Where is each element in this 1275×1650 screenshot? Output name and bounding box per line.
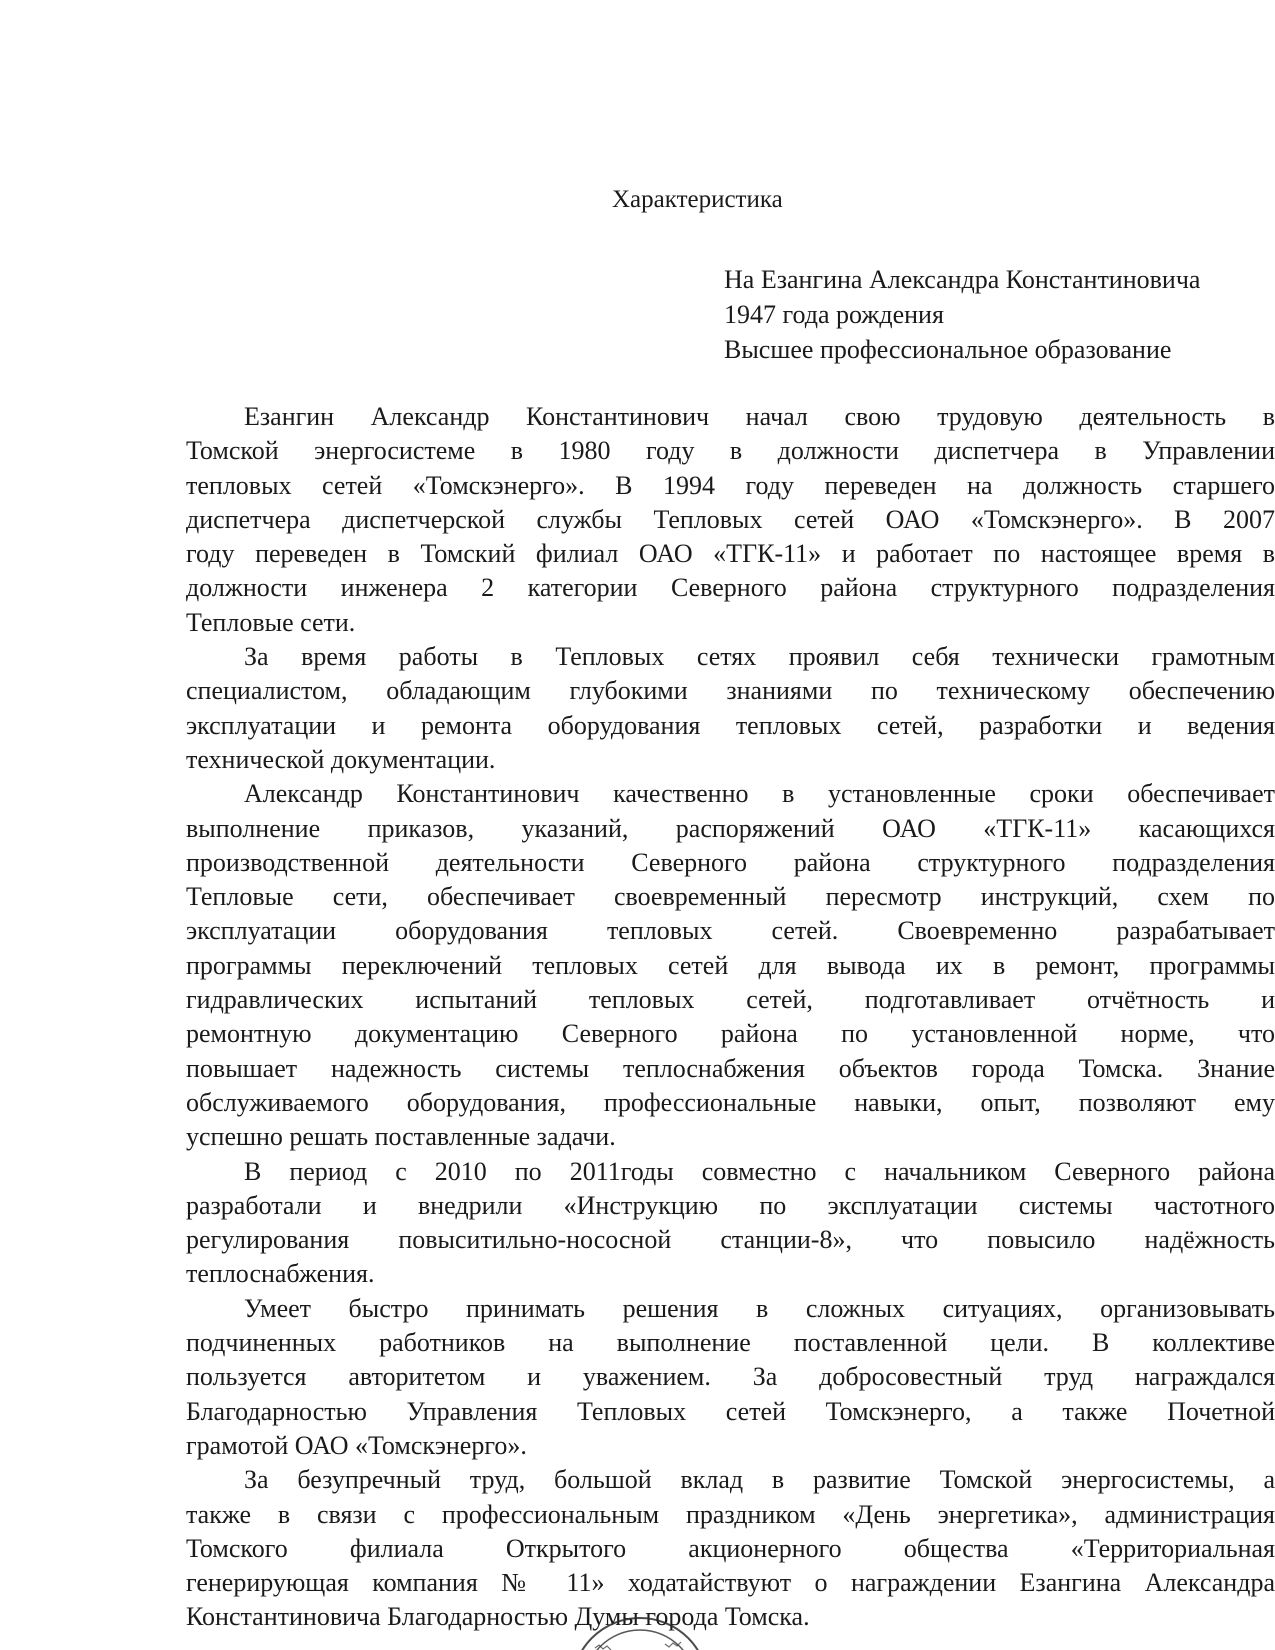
text-line: технической документации. — [186, 744, 496, 774]
text-line: производственной деятельности Северного района структурного подразделения — [186, 847, 1275, 877]
paragraph-instruction — [186, 1155, 1275, 1292]
paragraph-qualities — [186, 1292, 1275, 1463]
text-line: разработали и внедрили «Инструкцию по эксплуатации системы частотного — [186, 1190, 1275, 1220]
text-line: В период с 2010 по 2011годы совместно с начальником Северного района — [244, 1156, 1275, 1186]
text-line: теплоснабжения. — [186, 1259, 375, 1289]
text-line: Тепловые сети. — [186, 607, 356, 637]
text-line: За безупречный труд, большой вклад в развитие Томской энергосистемы, а — [244, 1465, 1275, 1495]
text-line: Благодарностью Управления Тепловых сетей Томскэнерго, а также Почетной — [186, 1396, 1275, 1426]
paragraph-petition — [186, 1463, 1275, 1634]
recipient-name: На Езангина Александра Константиновича — [724, 265, 1201, 294]
text-line: За время работы в Тепловых сетях проявил себя технически грамотным — [244, 642, 1275, 672]
recipient-block — [724, 262, 1200, 367]
text-line: Тепловые сети, обеспечивает своевременный пересмотр инструкций, схем по — [186, 882, 1275, 912]
text-line: должности инженера 2 категории Северного района структурного подразделения — [186, 573, 1275, 603]
document-body — [186, 400, 1275, 1635]
recipient-birth-year: 1947 года рождения — [724, 300, 944, 329]
text-line: гидравлических испытаний тепловых сетей, подготавливает отчётность и — [186, 985, 1275, 1015]
text-line: генерирующая компания № 11» ходатайствуют о награждении Езангина Александра — [186, 1568, 1275, 1598]
text-line: Томской энергосистеме в 1980 году в должности диспетчера в Управлении — [186, 436, 1275, 466]
text-line: году переведен в Томский филиал ОАО «ТГК-11» и работает по настоящее время в — [186, 539, 1275, 569]
text-line: тепловых сетей «Томскэнерго». В 1994 году переведен на должность старшего — [186, 470, 1275, 500]
recipient-education: Высшее профессиональное образование — [724, 335, 1172, 364]
text-line: подчиненных работников на выполнение поставленной цели. В коллективе — [186, 1328, 1275, 1358]
text-line: эксплуатации оборудования тепловых сетей. Своевременно разрабатывает — [186, 916, 1275, 946]
text-line: Александр Константинович качественно в установленные сроки обеспечивает — [244, 779, 1275, 809]
paragraph-expertise — [186, 640, 1275, 777]
text-line: повышает надежность системы теплоснабжения объектов города Томска. Знание — [186, 1053, 1275, 1083]
text-line: грамотой ОАО «Томскэнерго». — [186, 1430, 527, 1460]
text-line: Константиновича Благодарностью Думы города Томска. — [186, 1602, 810, 1632]
document-title: Характеристика — [612, 186, 783, 213]
text-line: пользуется авторитетом и уважением. За добросовестный труд награждался — [186, 1362, 1275, 1392]
paragraph-duties — [186, 777, 1275, 1154]
text-line: Умеет быстро принимать решения в сложных ситуациях, организовывать — [244, 1293, 1275, 1323]
text-line: успешно решать поставленные задачи. — [186, 1122, 616, 1152]
text-line: эксплуатации и ремонта оборудования тепловых сетей, разработки и ведения — [186, 710, 1275, 740]
text-line: специалистом, обладающим глубокими знаниями по техническому обеспечению — [186, 676, 1275, 706]
seal-stamp — [565, 1608, 715, 1650]
paragraph-career — [186, 400, 1275, 640]
text-line: выполнение приказов, указаний, распоряжений ОАО «ТГК-11» касающихся — [186, 813, 1275, 843]
text-line: обслуживаемого оборудования, профессиональные навыки, опыт, позволяют ему — [186, 1087, 1275, 1117]
text-line: Езангин Александр Константинович начал свою трудовую деятельность в — [244, 402, 1275, 431]
text-line: регулирования повыситильно-нососной станции-8», что повысило надёжность — [186, 1225, 1275, 1255]
text-line: диспетчера диспетчерской службы Тепловых сетей ОАО «Томскэнерго». В 2007 — [186, 504, 1275, 534]
text-line: Томского филиала Открытого акционерного общества «Территориальная — [186, 1533, 1275, 1563]
text-line: программы переключений тепловых сетей для вывода их в ремонт, программы — [186, 950, 1275, 980]
text-line: ремонтную документацию Северного района по установленной норме, что — [186, 1019, 1275, 1049]
text-line: также в связи с профессиональным праздником «День энергетика», администрация — [186, 1499, 1275, 1529]
